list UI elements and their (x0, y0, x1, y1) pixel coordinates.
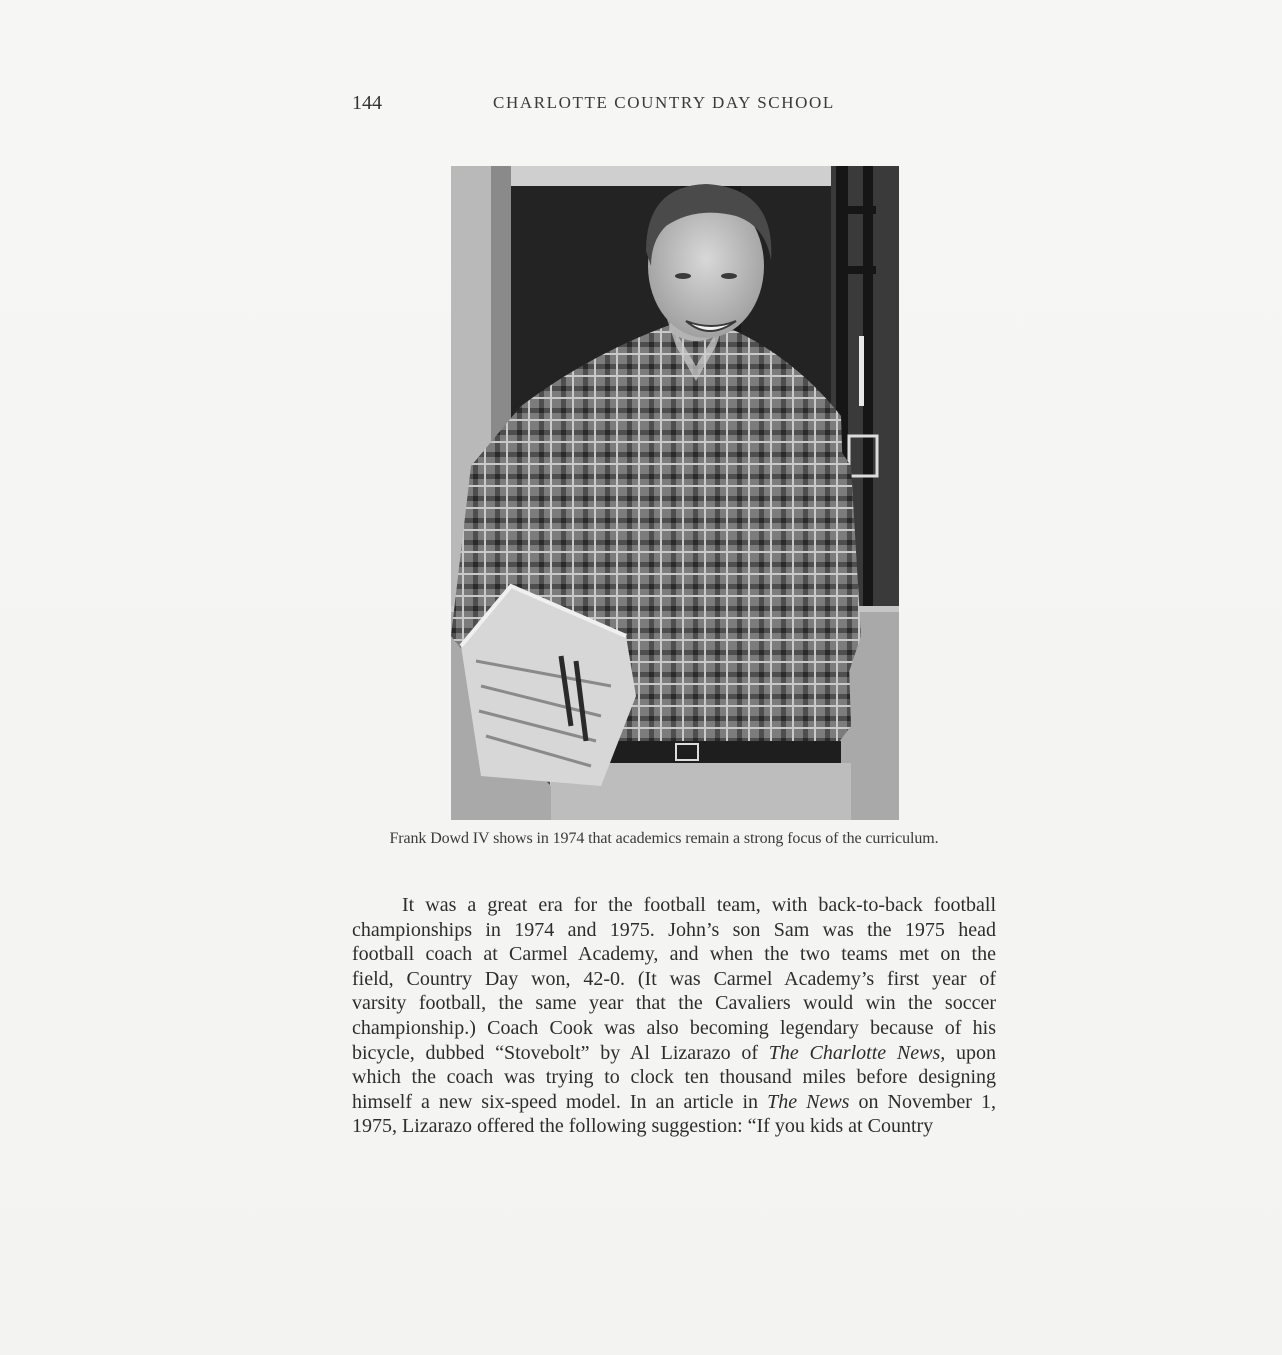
text-segment: bicycle, dubbed “Stovebolt” by Al Lizarazo of (352, 1041, 769, 1064)
text-line (352, 991, 996, 1016)
text-segment: on November 1, (849, 1090, 996, 1113)
text-segment: field, Country Day won, 42-0. (It was Carmel Academy’s first year of (352, 967, 996, 990)
text-segment: football coach at Carmel Academy, and when the two teams met on the (352, 943, 996, 966)
text-line (352, 1114, 996, 1139)
text-line (352, 1090, 996, 1115)
text-segment: championships in 1974 and 1975. John’s son Sam was the 1975 head (352, 918, 996, 941)
text-segment: himself a new six-speed model. In an article in (352, 1090, 768, 1113)
italic-title: The Charlotte News, (768, 1041, 946, 1064)
text-line (352, 967, 996, 992)
figure-caption: Frank Dowd IV shows in 1974 that academics remain a strong focus of the curriculum. (389, 830, 939, 847)
text-line (352, 942, 996, 967)
text-line (352, 893, 996, 918)
text-line (352, 1016, 996, 1041)
text-line (352, 1041, 996, 1066)
text-line (352, 918, 996, 943)
running-title: CHARLOTTE COUNTRY DAY SCHOOL (493, 93, 835, 112)
text-segment: It was a great era for the football team, with back-to-back football (402, 894, 996, 916)
text-segment: upon (945, 1041, 996, 1064)
text-segment: 1975, Lizarazo offered the following suggestion: “If you kids at Country (352, 1115, 934, 1138)
running-head (352, 92, 872, 120)
page-number: 144 (352, 92, 382, 114)
text-segment: championship.) Coach Cook was also becoming legendary because of his (352, 1016, 996, 1039)
text-segment: which the coach was trying to clock ten thousand miles before designing (352, 1066, 996, 1089)
italic-title: The News (767, 1090, 850, 1113)
portrait-photo (451, 166, 899, 820)
body-paragraph (352, 893, 996, 1139)
text-line (352, 1065, 996, 1090)
text-segment: varsity football, the same year that the Cavaliers would win the soccer (352, 992, 996, 1015)
